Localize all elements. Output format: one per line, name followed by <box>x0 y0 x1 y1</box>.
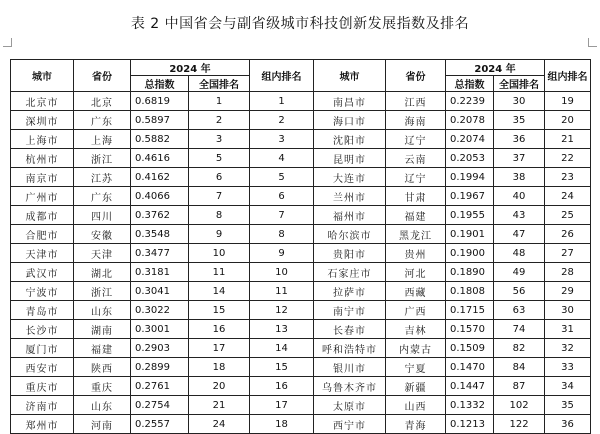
cell-national-rank: 11 <box>189 263 250 282</box>
cell-province: 黑龙江 <box>386 225 446 244</box>
cell-national-rank: 30 <box>494 92 545 111</box>
cell-city: 宁波市 <box>11 282 74 301</box>
cell-city: 青岛市 <box>11 301 74 320</box>
cell-national-rank: 2 <box>189 111 250 130</box>
cell-total-index: 0.3022 <box>131 301 189 320</box>
cell-national-rank: 43 <box>494 206 545 225</box>
cell-city: 重庆市 <box>11 377 74 396</box>
cell-national-rank: 36 <box>494 130 545 149</box>
cell-province: 重庆 <box>74 377 131 396</box>
cell-province: 辽宁 <box>386 130 446 149</box>
cell-province: 安徽 <box>74 225 131 244</box>
cell-group-rank: 17 <box>250 396 314 415</box>
cell-city: 合肥市 <box>11 225 74 244</box>
cell-national-rank: 21 <box>189 396 250 415</box>
cell-city: 昆明市 <box>314 149 386 168</box>
cell-city: 大连市 <box>314 168 386 187</box>
cell-national-rank: 5 <box>189 149 250 168</box>
cell-total-index: 0.1470 <box>446 358 494 377</box>
header-city: 城市 <box>314 60 386 92</box>
cell-province: 宁夏 <box>386 358 446 377</box>
cell-national-rank: 47 <box>494 225 545 244</box>
cell-province: 福建 <box>386 206 446 225</box>
cell-province: 内蒙古 <box>386 339 446 358</box>
cell-national-rank: 24 <box>189 415 250 434</box>
cell-national-rank: 14 <box>189 282 250 301</box>
cell-group-rank: 30 <box>545 301 591 320</box>
cell-total-index: 0.4616 <box>131 149 189 168</box>
cell-city: 乌鲁木齐市 <box>314 377 386 396</box>
cell-city: 深圳市 <box>11 111 74 130</box>
cell-national-rank: 49 <box>494 263 545 282</box>
cell-province: 福建 <box>74 339 131 358</box>
cell-group-rank: 9 <box>250 244 314 263</box>
cell-city: 杭州市 <box>11 149 74 168</box>
cell-city: 长沙市 <box>11 320 74 339</box>
cell-city: 拉萨市 <box>314 282 386 301</box>
table-row <box>11 396 591 415</box>
cell-group-rank: 32 <box>545 339 591 358</box>
table-row <box>11 244 591 263</box>
header-national-rank: 全国排名 <box>189 76 250 92</box>
cell-group-rank: 16 <box>250 377 314 396</box>
cell-total-index: 0.3548 <box>131 225 189 244</box>
cell-national-rank: 56 <box>494 282 545 301</box>
cell-city: 南宁市 <box>314 301 386 320</box>
cell-group-rank: 12 <box>250 301 314 320</box>
cell-total-index: 0.5882 <box>131 130 189 149</box>
cell-group-rank: 19 <box>545 92 591 111</box>
cell-city: 武汉市 <box>11 263 74 282</box>
cell-national-rank: 63 <box>494 301 545 320</box>
cell-national-rank: 1 <box>189 92 250 111</box>
cell-national-rank: 9 <box>189 225 250 244</box>
cell-group-rank: 4 <box>250 149 314 168</box>
cell-group-rank: 28 <box>545 263 591 282</box>
cell-province: 贵州 <box>386 244 446 263</box>
cell-city: 兰州市 <box>314 187 386 206</box>
cell-total-index: 0.1447 <box>446 377 494 396</box>
cell-city: 西安市 <box>11 358 74 377</box>
cell-national-rank: 122 <box>494 415 545 434</box>
cell-city: 哈尔滨市 <box>314 225 386 244</box>
cell-province: 浙江 <box>74 282 131 301</box>
cell-group-rank: 5 <box>250 168 314 187</box>
cell-national-rank: 35 <box>494 111 545 130</box>
cell-province: 河北 <box>386 263 446 282</box>
cell-national-rank: 87 <box>494 377 545 396</box>
cell-province: 云南 <box>386 149 446 168</box>
cell-total-index: 0.3041 <box>131 282 189 301</box>
cell-city: 呼和浩特市 <box>314 339 386 358</box>
cell-total-index: 0.1509 <box>446 339 494 358</box>
cell-national-rank: 3 <box>189 130 250 149</box>
cell-total-index: 0.2239 <box>446 92 494 111</box>
table-body <box>11 92 591 434</box>
cell-total-index: 0.3762 <box>131 206 189 225</box>
cell-total-index: 0.1994 <box>446 168 494 187</box>
header-year: 2024 年 <box>446 60 545 76</box>
cell-group-rank: 29 <box>545 282 591 301</box>
ranking-table <box>10 59 591 434</box>
cell-city: 济南市 <box>11 396 74 415</box>
cell-total-index: 0.5897 <box>131 111 189 130</box>
cell-total-index: 0.1213 <box>446 415 494 434</box>
table-row <box>11 187 591 206</box>
cell-national-rank: 15 <box>189 301 250 320</box>
cell-national-rank: 74 <box>494 320 545 339</box>
cell-province: 湖北 <box>74 263 131 282</box>
cell-total-index: 0.2899 <box>131 358 189 377</box>
crop-mark-top-left <box>3 38 12 47</box>
cell-total-index: 0.2053 <box>446 149 494 168</box>
cell-total-index: 0.2761 <box>131 377 189 396</box>
cell-city: 郑州市 <box>11 415 74 434</box>
cell-city: 沈阳市 <box>314 130 386 149</box>
cell-group-rank: 7 <box>250 206 314 225</box>
cell-province: 山西 <box>386 396 446 415</box>
cell-province: 四川 <box>74 206 131 225</box>
page-title: 表 2 中国省会与副省级城市科技创新发展指数及排名 <box>130 16 470 32</box>
table-row <box>11 111 591 130</box>
header-province: 省份 <box>386 60 446 92</box>
cell-total-index: 0.2754 <box>131 396 189 415</box>
cell-city: 成都市 <box>11 206 74 225</box>
cell-city: 上海市 <box>11 130 74 149</box>
cell-national-rank: 37 <box>494 149 545 168</box>
cell-group-rank: 23 <box>545 168 591 187</box>
cell-national-rank: 17 <box>189 339 250 358</box>
cell-national-rank: 20 <box>189 377 250 396</box>
cell-city: 南昌市 <box>314 92 386 111</box>
cell-province: 新疆 <box>386 377 446 396</box>
cell-total-index: 0.2078 <box>446 111 494 130</box>
cell-national-rank: 6 <box>189 168 250 187</box>
cell-group-rank: 1 <box>250 92 314 111</box>
cell-national-rank: 8 <box>189 206 250 225</box>
cell-group-rank: 8 <box>250 225 314 244</box>
table-row <box>11 168 591 187</box>
cell-total-index: 0.1715 <box>446 301 494 320</box>
cell-national-rank: 10 <box>189 244 250 263</box>
cell-total-index: 0.1955 <box>446 206 494 225</box>
cell-city: 福州市 <box>314 206 386 225</box>
cell-group-rank: 10 <box>250 263 314 282</box>
cell-province: 江西 <box>386 92 446 111</box>
table-row <box>11 377 591 396</box>
cell-city: 厦门市 <box>11 339 74 358</box>
cell-province: 广西 <box>386 301 446 320</box>
cell-total-index: 0.1967 <box>446 187 494 206</box>
table-row <box>11 206 591 225</box>
cell-province: 青海 <box>386 415 446 434</box>
cell-group-rank: 21 <box>545 130 591 149</box>
cell-group-rank: 26 <box>545 225 591 244</box>
cell-group-rank: 20 <box>545 111 591 130</box>
cell-total-index: 0.1570 <box>446 320 494 339</box>
cell-group-rank: 33 <box>545 358 591 377</box>
table-row <box>11 225 591 244</box>
cell-national-rank: 7 <box>189 187 250 206</box>
cell-province: 江苏 <box>74 168 131 187</box>
cell-group-rank: 14 <box>250 339 314 358</box>
cell-national-rank: 102 <box>494 396 545 415</box>
cell-total-index: 0.1900 <box>446 244 494 263</box>
table-row <box>11 339 591 358</box>
cell-group-rank: 13 <box>250 320 314 339</box>
cell-total-index: 0.2557 <box>131 415 189 434</box>
cell-city: 北京市 <box>11 92 74 111</box>
cell-group-rank: 36 <box>545 415 591 434</box>
header-year: 2024 年 <box>131 60 250 76</box>
table-row <box>11 92 591 111</box>
cell-province: 陕西 <box>74 358 131 377</box>
cell-city: 贵阳市 <box>314 244 386 263</box>
cell-total-index: 0.3477 <box>131 244 189 263</box>
cell-total-index: 0.3181 <box>131 263 189 282</box>
table-row <box>11 415 591 434</box>
cell-total-index: 0.6819 <box>131 92 189 111</box>
cell-city: 太原市 <box>314 396 386 415</box>
cell-group-rank: 15 <box>250 358 314 377</box>
cell-province: 上海 <box>74 130 131 149</box>
cell-group-rank: 22 <box>545 149 591 168</box>
cell-province: 山东 <box>74 396 131 415</box>
cell-total-index: 0.4066 <box>131 187 189 206</box>
cell-province: 湖南 <box>74 320 131 339</box>
table-row <box>11 149 591 168</box>
cell-total-index: 0.1332 <box>446 396 494 415</box>
cell-province: 辽宁 <box>386 168 446 187</box>
cell-city: 天津市 <box>11 244 74 263</box>
cell-group-rank: 27 <box>545 244 591 263</box>
cell-province: 山东 <box>74 301 131 320</box>
cell-province: 广东 <box>74 187 131 206</box>
table-row <box>11 263 591 282</box>
cell-province: 海南 <box>386 111 446 130</box>
cell-group-rank: 24 <box>545 187 591 206</box>
cell-city: 长春市 <box>314 320 386 339</box>
cell-national-rank: 48 <box>494 244 545 263</box>
cell-city: 南京市 <box>11 168 74 187</box>
cell-province: 天津 <box>74 244 131 263</box>
header-total-index: 总指数 <box>446 76 494 92</box>
cell-province: 浙江 <box>74 149 131 168</box>
header-group-rank: 组内排名 <box>250 60 314 92</box>
cell-group-rank: 18 <box>250 415 314 434</box>
cell-total-index: 0.2074 <box>446 130 494 149</box>
table-row <box>11 282 591 301</box>
cell-national-rank: 16 <box>189 320 250 339</box>
cell-national-rank: 82 <box>494 339 545 358</box>
header-group-rank: 组内排名 <box>545 60 591 92</box>
cell-province: 广东 <box>74 111 131 130</box>
cell-national-rank: 38 <box>494 168 545 187</box>
cell-total-index: 0.2903 <box>131 339 189 358</box>
header-city: 城市 <box>11 60 74 92</box>
cell-group-rank: 11 <box>250 282 314 301</box>
cell-group-rank: 3 <box>250 130 314 149</box>
cell-province: 河南 <box>74 415 131 434</box>
cell-total-index: 0.4162 <box>131 168 189 187</box>
cell-total-index: 0.1901 <box>446 225 494 244</box>
cell-city: 海口市 <box>314 111 386 130</box>
cell-group-rank: 31 <box>545 320 591 339</box>
cell-city: 西宁市 <box>314 415 386 434</box>
cell-city: 广州市 <box>11 187 74 206</box>
crop-mark-top-right <box>588 38 597 47</box>
cell-national-rank: 18 <box>189 358 250 377</box>
table-row <box>11 358 591 377</box>
cell-total-index: 0.1808 <box>446 282 494 301</box>
cell-total-index: 0.3001 <box>131 320 189 339</box>
table-row <box>11 301 591 320</box>
cell-total-index: 0.1890 <box>446 263 494 282</box>
cell-group-rank: 25 <box>545 206 591 225</box>
cell-province: 西藏 <box>386 282 446 301</box>
cell-province: 甘肃 <box>386 187 446 206</box>
cell-city: 石家庄市 <box>314 263 386 282</box>
cell-group-rank: 34 <box>545 377 591 396</box>
cell-group-rank: 35 <box>545 396 591 415</box>
cell-national-rank: 84 <box>494 358 545 377</box>
cell-national-rank: 40 <box>494 187 545 206</box>
header-province: 省份 <box>74 60 131 92</box>
cell-group-rank: 6 <box>250 187 314 206</box>
header-national-rank: 全国排名 <box>494 76 545 92</box>
header-total-index: 总指数 <box>131 76 189 92</box>
cell-city: 银川市 <box>314 358 386 377</box>
cell-province: 吉林 <box>386 320 446 339</box>
cell-province: 北京 <box>74 92 131 111</box>
cell-group-rank: 2 <box>250 111 314 130</box>
table-row <box>11 320 591 339</box>
table-row <box>11 130 591 149</box>
